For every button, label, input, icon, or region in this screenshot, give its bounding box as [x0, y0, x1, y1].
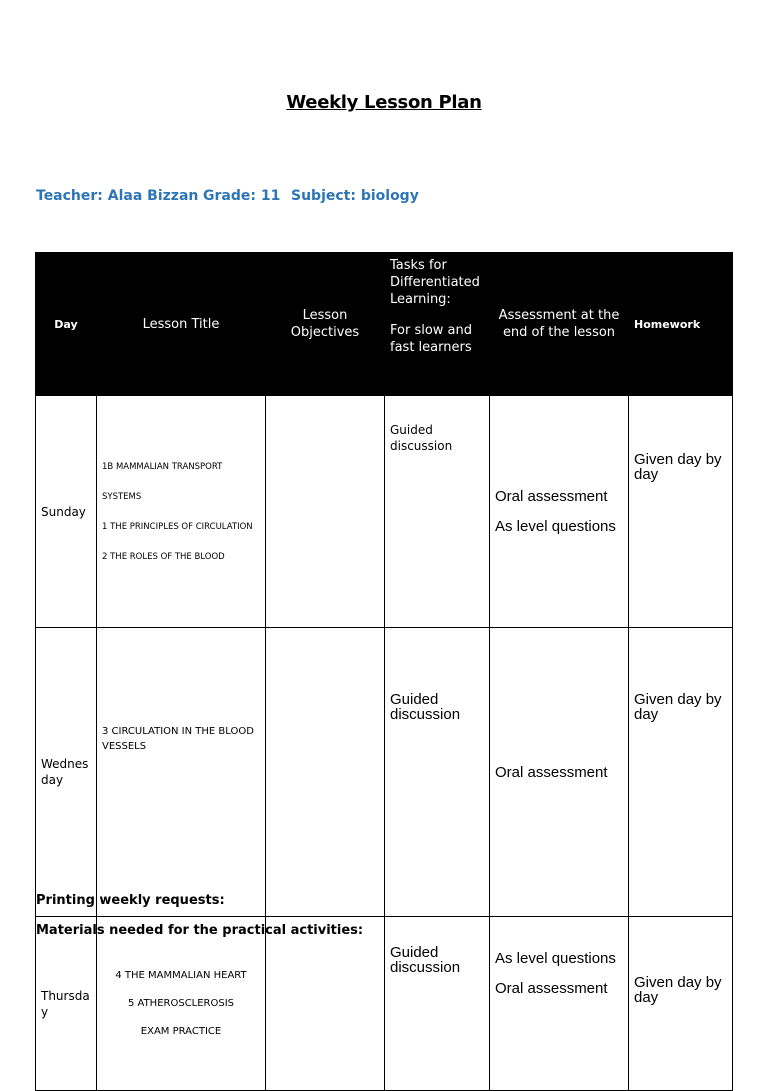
- teacher-label: Teacher: Alaa Bizzan: [36, 188, 199, 204]
- lesson-plan-table: [35, 252, 733, 1091]
- tasks-cell: Guided discussion: [385, 917, 490, 1091]
- subject-label: Subject: biology: [291, 188, 419, 204]
- assessment-item: Oral assessment: [495, 980, 608, 997]
- header-tasks-line2: For slow and fast learners: [390, 323, 473, 355]
- table-row: [36, 628, 733, 917]
- lesson-line: 4 THE MAMMALIAN HEART: [115, 970, 247, 981]
- table-header-row: [36, 253, 733, 396]
- materials-needed-label: Materials needed for the practical activities:: [36, 923, 364, 938]
- header-tasks: [385, 253, 490, 396]
- lesson-line: EXAM PRACTICE: [140, 1026, 222, 1037]
- header-lesson-title: Lesson Title: [97, 253, 266, 396]
- tasks-cell: Guided discussion: [385, 628, 490, 917]
- objectives-cell: [266, 917, 385, 1091]
- assessment-cell: [490, 396, 629, 628]
- page-title: Weekly Lesson Plan: [286, 92, 482, 113]
- day-cell: Sunday: [36, 396, 97, 628]
- assessment-item: Oral assessment: [495, 488, 608, 505]
- day-cell: Thursda y: [36, 917, 97, 1091]
- table-row: [36, 917, 733, 1091]
- header-homework: Homework: [629, 253, 733, 396]
- assessment-cell: [490, 917, 629, 1091]
- header-day: Day: [36, 253, 97, 396]
- lesson-title-cell: [97, 628, 266, 917]
- lesson-line: 1 THE PRINCIPLES OF CIRCULATION: [102, 521, 253, 532]
- homework-cell: Given day by day: [629, 628, 733, 917]
- header-assessment: Assessment at the end of the lesson: [490, 253, 629, 396]
- table-row: [36, 396, 733, 628]
- tasks-cell: Guided discussion: [385, 396, 490, 628]
- lesson-line: 3 CIRCULATION IN THE BLOOD VESSELS: [102, 726, 254, 752]
- lesson-title-cell: [97, 396, 266, 628]
- assessment-cell: [490, 628, 629, 917]
- header-objectives: Lesson Objectives: [266, 253, 385, 396]
- grade-label: Grade: 11: [203, 188, 281, 204]
- lesson-line: 2 THE ROLES OF THE BLOOD: [102, 551, 225, 562]
- lesson-meta: [36, 188, 419, 204]
- lesson-line: 5 ATHEROSCLEROSIS: [127, 998, 235, 1009]
- lesson-line: SYSTEMS: [102, 491, 142, 502]
- header-tasks-line1: Tasks for Differentiated Learning:: [390, 258, 480, 307]
- assessment-item: As level questions: [495, 950, 616, 967]
- day-cell: Wednes day: [36, 628, 97, 917]
- homework-cell: Given day by day: [629, 396, 733, 628]
- lesson-title-cell: [97, 917, 266, 1091]
- assessment-item: Oral assessment: [495, 763, 608, 781]
- assessment-item: As level questions: [495, 518, 616, 535]
- objectives-cell: [266, 396, 385, 628]
- objectives-cell: [266, 628, 385, 917]
- lesson-line: 1B MAMMALIAN TRANSPORT: [102, 461, 223, 472]
- printing-requests-label: Printing weekly requests:: [36, 893, 225, 908]
- homework-cell: Given day by day: [629, 917, 733, 1091]
